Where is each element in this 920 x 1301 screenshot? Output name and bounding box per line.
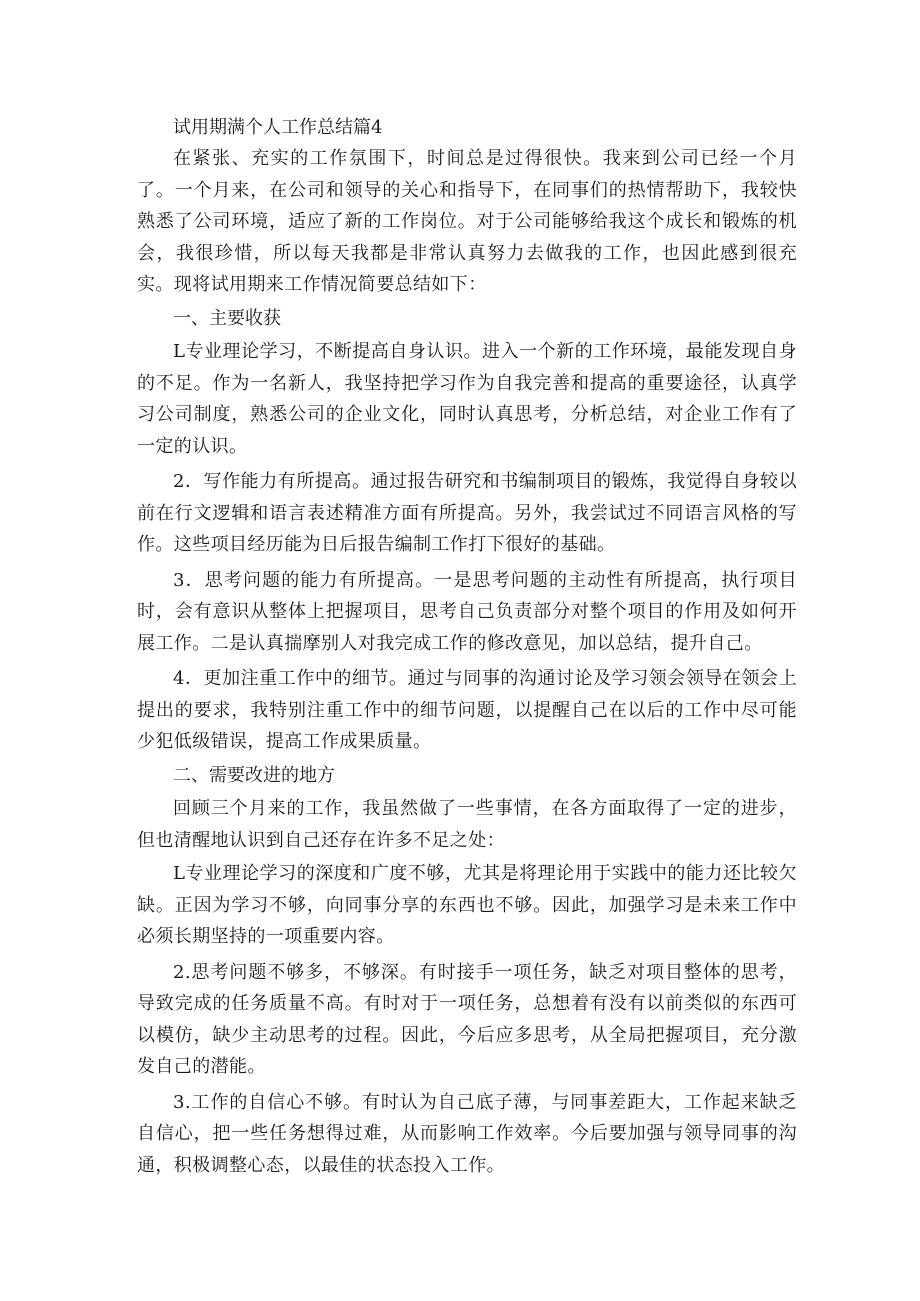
section-1-item-1: L专业理论学习，不断提高自身认识。进入一个新的工作环境，最能发现自身的不足。作为一名新人，我坚持把学习作为自我完善和提高的重要途径，认真学习公司制度，熟悉公司的企业文化，同时认真思考，分析总结，对企业工作有了一定的认识。 <box>137 341 797 457</box>
section-1-item-4: 4．更加注重工作中的细节。通过与同事的沟通讨论及学习领会领导在领会上提出的要求，我特别注重工作中的细节问题，以提醒自己在以后的工作中尽可能少犯低级错误，提高工作成果质量。 <box>137 668 797 752</box>
section-2-item-2: 2.思考问题不够多，不够深。有时接手一项任务，缺乏对项目整体的思考，导致完成的任务质量不高。有时对于一项任务，总想着有没有以前类似的东西可以模仿，缺少主动思考的过程。因此，今后应多思考，从全局把握项目，充分激发自己的潜能。 <box>137 961 797 1077</box>
section-1-heading: 一、主要收获 <box>173 307 281 329</box>
section-2-intro: 回顾三个月来的工作，我虽然做了一些事情，在各方面取得了一定的进步，但也清醒地认识到自己还存在许多不足之处： <box>137 798 797 851</box>
document-title: 试用期满个人工作总结篇4 <box>173 117 383 138</box>
intro-paragraph: 在紧张、充实的工作氛围下，时间总是过得很快。我来到公司已经一个月了。一个月来，在公司和领导的关心和指导下，在同事们的热情帮助下，我较快熟悉了公司环境，适应了新的工作岗位。对于公司能够给我这个成长和锻炼的机会，我很珍惜，所以每天我都是非常认真努力去做我的工作，也因此感到很充实。现将试用期来工作情况简要总结如下： <box>137 148 797 295</box>
section-1-item-2: 2．写作能力有所提高。通过报告研究和书编制项目的锻炼，我觉得自身较以前在行文逻辑和语言表述精准方面有所提高。另外，我尝试过不同语言风格的写作。这些项目经历能为日后报告编制工作打下很好的基础。 <box>137 471 797 555</box>
section-2-item-3: 3.工作的自信心不够。有时认为自己底子薄，与同事差距大，工作起来缺乏自信心，把一些任务想得过难，从而影响工作效率。今后要加强与领导同事的沟通，积极调整心态，以最佳的状态投入工作。 <box>137 1091 797 1176</box>
section-2-item-1: L专业理论学习的深度和广度不够，尤其是将理论用于实践中的能力还比较欠缺。正因为学习不够，向同事分享的东西也不够。因此，加强学习是未来工作中必须长期坚持的一项重要内容。 <box>137 863 797 947</box>
section-1-item-3: 3．思考问题的能力有所提高。一是思考问题的主动性有所提高，执行项目时，会有意识从整体上把握项目，思考自己负责部分对整个项目的作用及如何开展工作。二是认真揣摩别人对我完成工作的修改意见，加以总结，提升自己。 <box>137 569 797 654</box>
document-page <box>137 113 797 1183</box>
section-2-heading: 二、需要改进的地方 <box>173 764 335 786</box>
